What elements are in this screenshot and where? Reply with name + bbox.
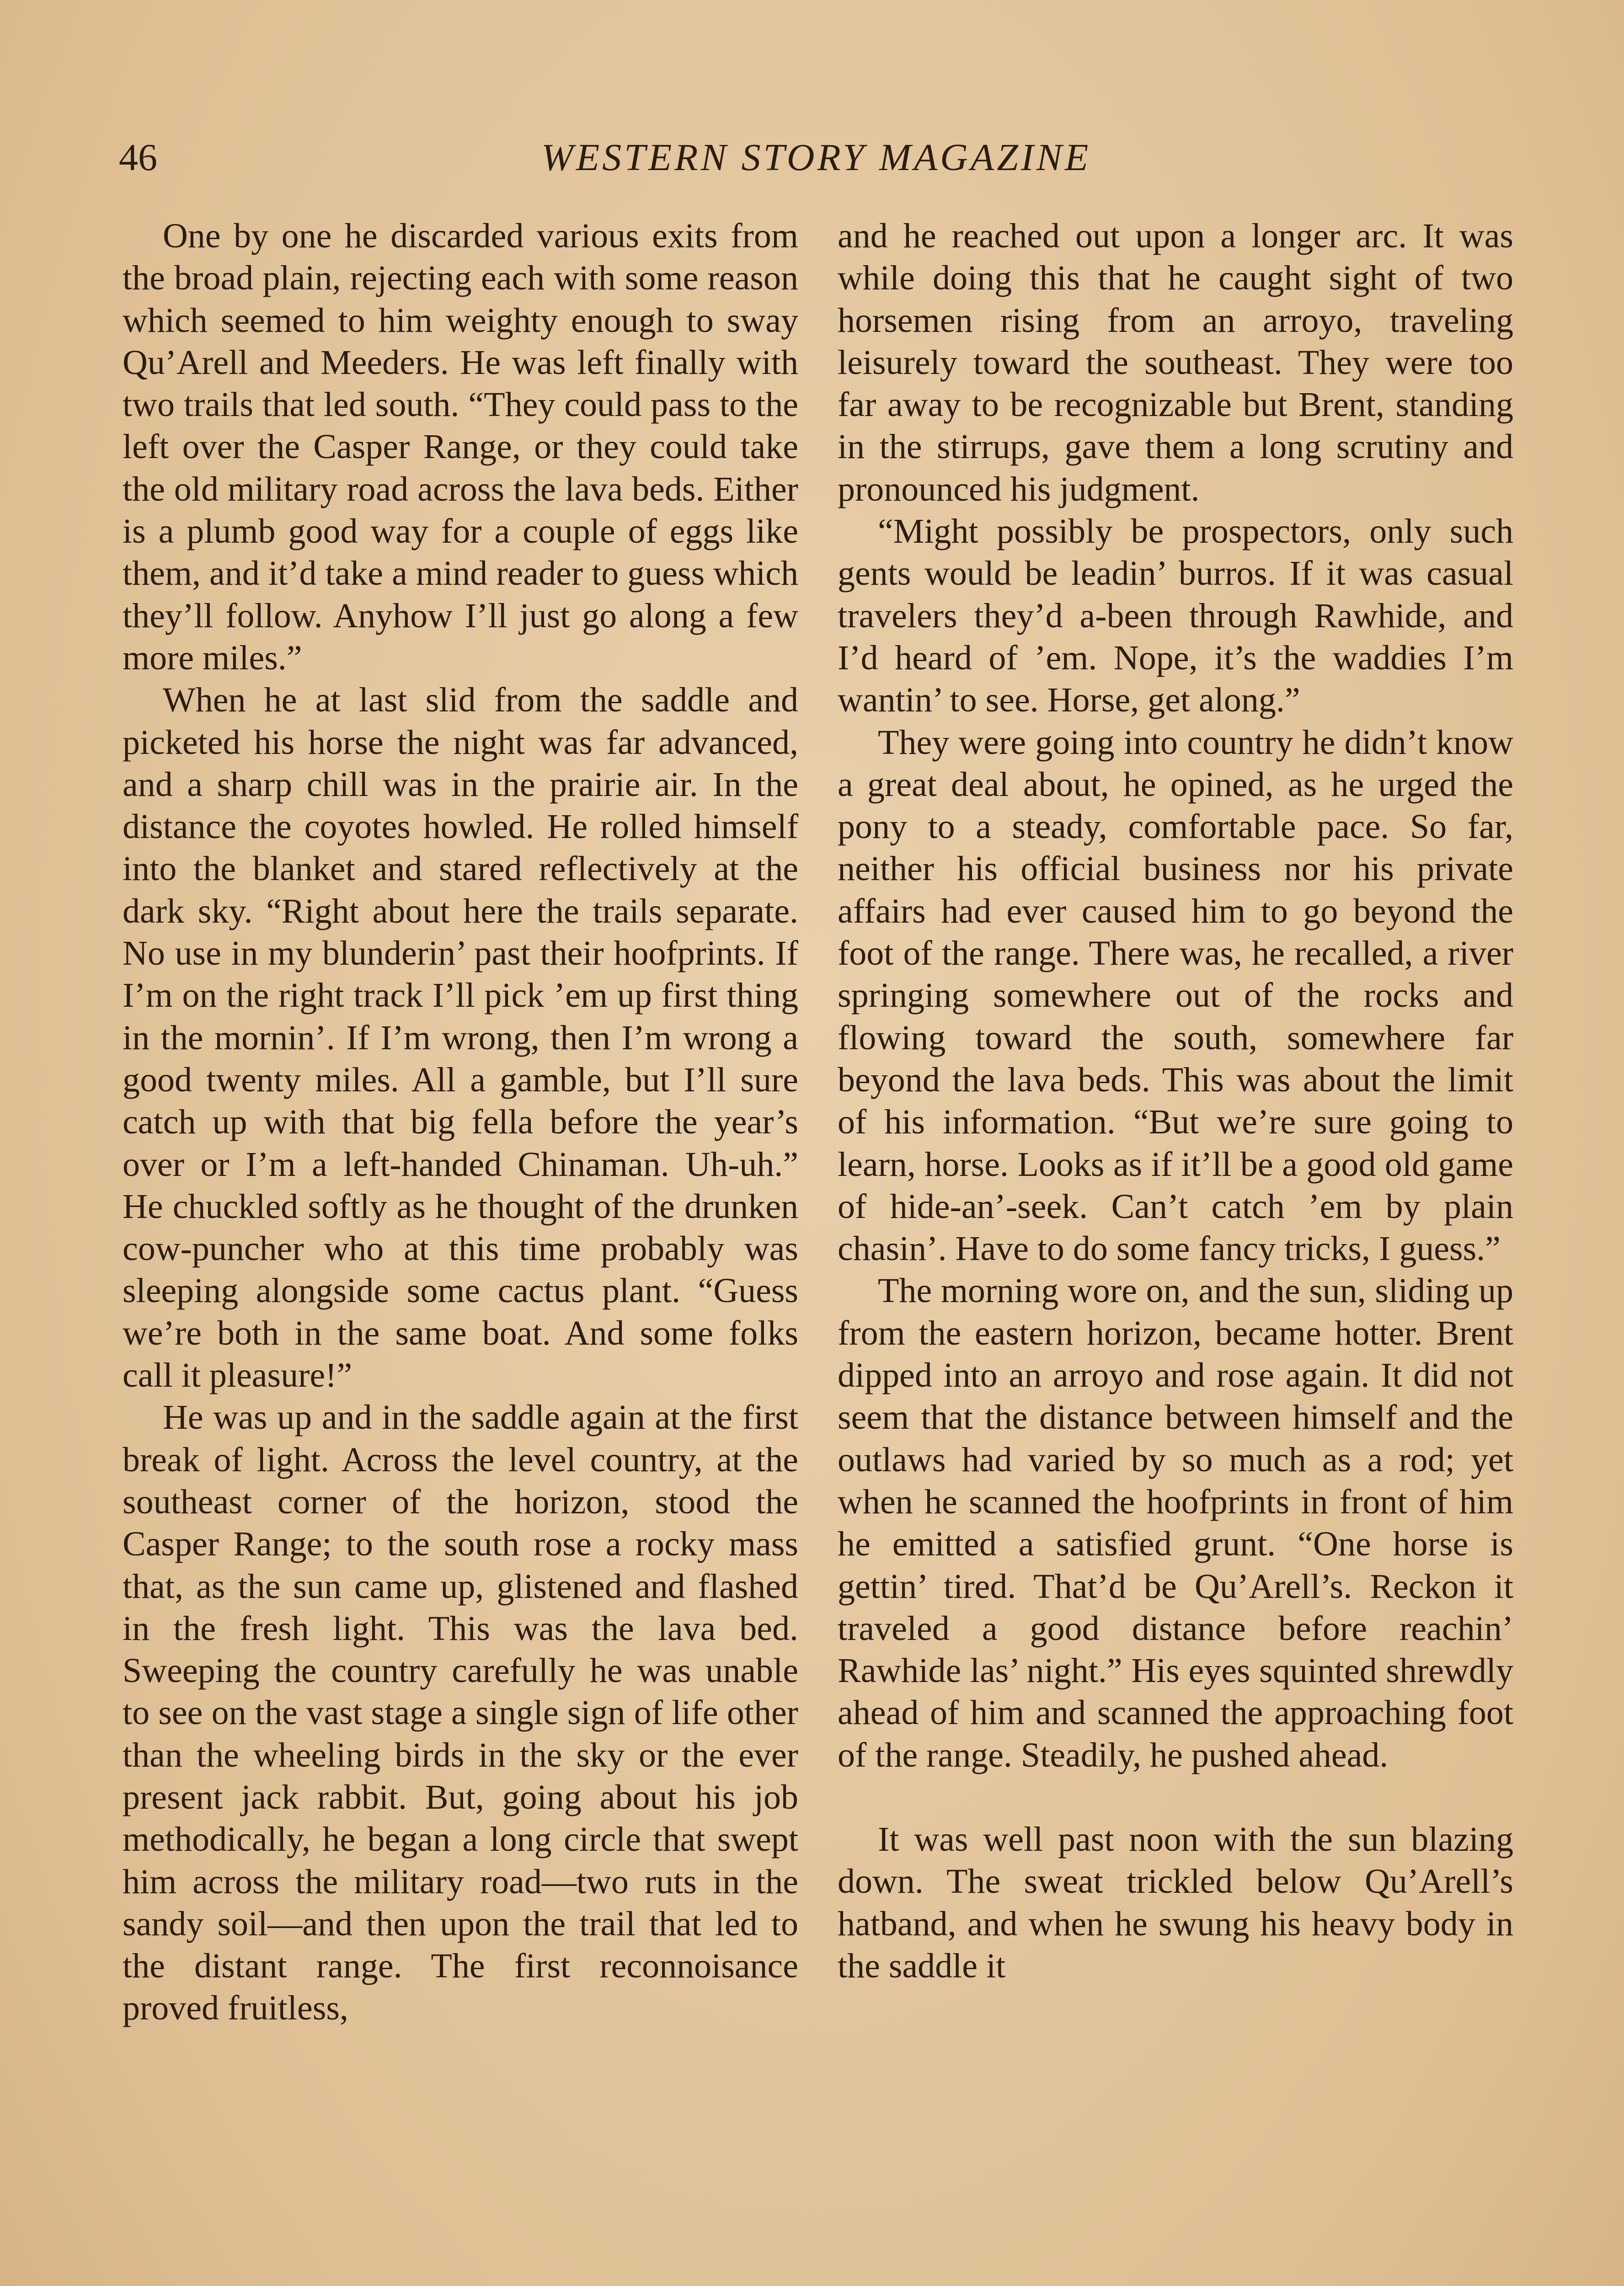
paragraph: When he at last slid from the saddle and picketed his horse the night was far advanced, and a sharp chill was in the prairie air. In the distance the coyotes howled. He rolled himself into the blanket and stared reflectively at the dark sky. “Right about here the trails separate. No use in my blunderin’ past their hoofprints. If I’m on the right track I’ll pick ’em up first thing in the mornin’. If I’m wrong, then I’m wrong a good twenty miles. All a gamble, but I’ll sure catch up with that big fella before the year’s over or I’m a left-handed Chinaman. Uh-uh.” He chuckled softly as he thought of the drunken cow-puncher who at this time probably was sleeping alongside some cactus plant. “Guess we’re both in the same boat. And some folks call it pleasure!”	[123, 681, 798, 1395]
paragraph: “Might possibly be prospectors, only such gents would be leadin’ burros. If it was casual travelers they’d a-been through Rawhide, and I’d heard of ’em. Nope, it’s the waddies I’m wantin’ to see. Horse, get along.”	[838, 512, 1513, 720]
paragraph: He was up and in the saddle again at the first break of light. Across the level country, at the southeast corner of the horizon, stood the Casper Range; to the south rose a rocky mass that, as the sun came up, glistened and flashed in the fresh light. This was the lava bed. Sweeping the country carefully he was unable to see on the vast stage a single sign of life other than the wheeling birds in the sky or the ever present jack rabbit. But, going about his job methodically, he began a long circle that swept him across the military road—two ruts in the sandy soil—and then upon the trail that led to the distant range. The first reconnoisance proved fruitless,	[123, 1398, 798, 2028]
magazine-title: WESTERN STORY MAGAZINE	[541, 136, 1091, 179]
page-header	[119, 133, 1513, 192]
right-column	[838, 215, 1513, 1987]
paragraph: One by one he discarded various exits from the broad plain, rejecting each with some reason which seemed to him weighty enough to sway Qu’Arell and Meeders. He was left finally with two trails that led south. “They could pass to the left over the Casper Range, or they could take the old military road across the lava beds. Either is a plumb good way for a couple of eggs like them, and it’d take a mind reader to guess which they’ll follow. Anyhow I’ll just go along a few more miles.”	[123, 217, 798, 677]
paragraph-continued: and he reached out upon a longer arc. It was while doing this that he caught sight of two horsemen rising from an arroyo, traveling leisurely toward the southeast. They were too far away to be recognizable but Brent, standing in the stirrups, gave them a long scrutiny and pronounced his judgment.	[838, 217, 1513, 508]
paragraph: They were going into country he didn’t know a great deal about, he opined, as he urged the pony to a steady, comfortable pace. So far, neither his official business nor his private affairs had ever caused him to go beyond the foot of the range. There was, he recalled, a river springing somewhere out of the rocks and flowing toward the south, somewhere far beyond the lava beds. This was about the limit of his information. “But we’re sure going to learn, horse. Looks as if it’ll be a good old game of hide-an’-seek. Can’t catch ’em by plain chasin’. Have to do some fancy tricks, I guess.”	[838, 723, 1513, 1268]
left-column	[123, 215, 798, 2030]
paragraph-section-start: It was well past noon with the sun blazing down. The sweat trickled below Qu’Arell’s hatband, and when he swung his heavy body in the saddle it	[838, 1820, 1513, 1985]
page-number: 46	[119, 136, 157, 179]
paragraph: The morning wore on, and the sun, sliding up from the eastern horizon, became hotter. Brent dipped into an arroyo and rose again. It did not seem that the distance between himself and the outlaws had varied by so much as a rod; yet when he scanned the hoofprints in front of him he emitted a satisfied grunt. “One horse is gettin’ tired. That’d be Qu’Arell’s. Reckon it traveled a good distance before reachin’ Rawhide las’ night.” His eyes squinted shrewdly ahead of him and scanned the approaching foot of the range. Steadily, he pushed ahead.	[838, 1271, 1513, 1774]
